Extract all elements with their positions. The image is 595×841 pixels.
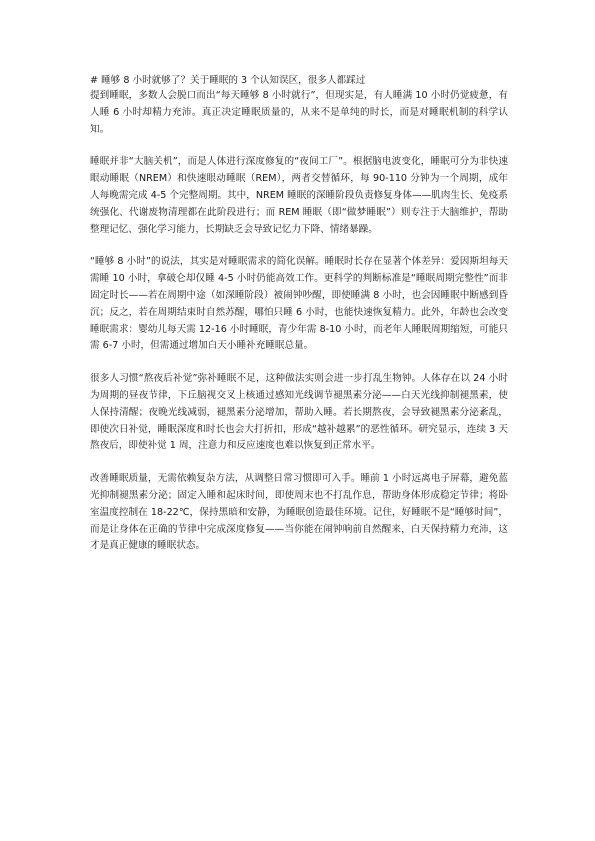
paragraph-sleep-duration: “睡够 8 小时”的说法，其实是对睡眠需求的简化误解。睡眠时长存在显著个体差异：爱因斯坦每天需睡 10 小时，拿破仑却仅睡 4-5 小时仍能高效工作。更科学的判断标准是“睡眠周期完整性”而非固定时长——若在周期中途（如深睡阶段）被闹钟吵醒，即使睡满 8 小时，也会因睡眠中断感到昏沉；反之，若在周期结束时自然苏醒，哪怕只睡 6 小时，也能快速恢复精力。此外，年龄也会改变睡眠需求：婴幼儿每天需 12-16 小时睡眠，青少年需 8-10 小时，而老年人睡眠周期缩短，可能只需 6-7 小时，但需通过增加白天小睡补充睡眠总量。 [90,256,508,352]
paragraph-spacer [90,455,508,471]
paragraph-spacer [90,355,508,371]
paragraph-improve-sleep: 改善睡眠质量，无需依赖复杂方法，从调整日常习惯即可入手。睡前 1 小时远离电子屏幕，避免蓝光抑制褪黑素分泌；固定入睡和起床时间，即使周末也不打乱作息，帮助身体形成稳定节律；将卧室温度控制在 18-22℃，保持黑暗和安静，为睡眠创造最佳环境。记住，好睡眠不是“睡够时间”，而是让身体在正确的节律中完成深度修复——当你能在闹钟响前自然醒来，白天保持精力充沛，这才是真正健康的睡眠状态。 [90,473,508,552]
paragraph-intro: 提到睡眠，多数人会脱口而出“每天睡够 8 小时就行”，但现实是，有人睡满 10 小时仍觉疲惫，有人睡 6 小时却精力充沛。真正决定睡眠质量的，从来不是单纯的时长，而是对睡眠机制的科学认知。 [90,90,508,135]
paragraph-sleep-mechanism: 睡眠并非“大脑关机”，而是人体进行深度修复的“夜间工厂”。根据脑电波变化，睡眠可分为非快速眼动睡眠（NREM）和快速眼动睡眠（REM），两者交替循环，每 90-110 分钟为一个周期，成年人每晚需完成 4-5 个完整周期。其中，NREM 睡眠的深睡阶段负责修复身体——肌肉生长、免疫系统强化、代谢废物清理都在此阶段进行；而 REM 睡眠（即“做梦睡眠”）则专注于大脑维护，帮助整理记忆、强化学习能力，长期缺乏会导致记忆力下降、情绪暴躁。 [90,156,508,235]
document-page [90,74,508,555]
paragraph-spacer [90,238,508,254]
document-title: # 睡够 8 小时就够了？关于睡眠的 3 个认知误区，很多人都踩过 [90,75,366,86]
paragraph-spacer [90,138,508,154]
paragraph-catch-up-sleep: 很多人习惯“熬夜后补觉”弥补睡眠不足，这种做法实则会进一步打乱生物钟。人体存在以 24 小时为周期的昼夜节律，下丘脑视交叉上核通过感知光线调节褪黑素分泌——白天光线抑制褪黑素，使人保持清醒；夜晚光线减弱，褪黑素分泌增加，帮助入睡。若长期熬夜，会导致褪黑素分泌紊乱，即使次日补觉，睡眠深度和时长也会大打折扣，形成“越补越累”的恶性循环。研究显示，连续 3 天熬夜后，即使补觉 1 周，注意力和反应速度也难以恢复到正常水平。 [90,373,508,452]
